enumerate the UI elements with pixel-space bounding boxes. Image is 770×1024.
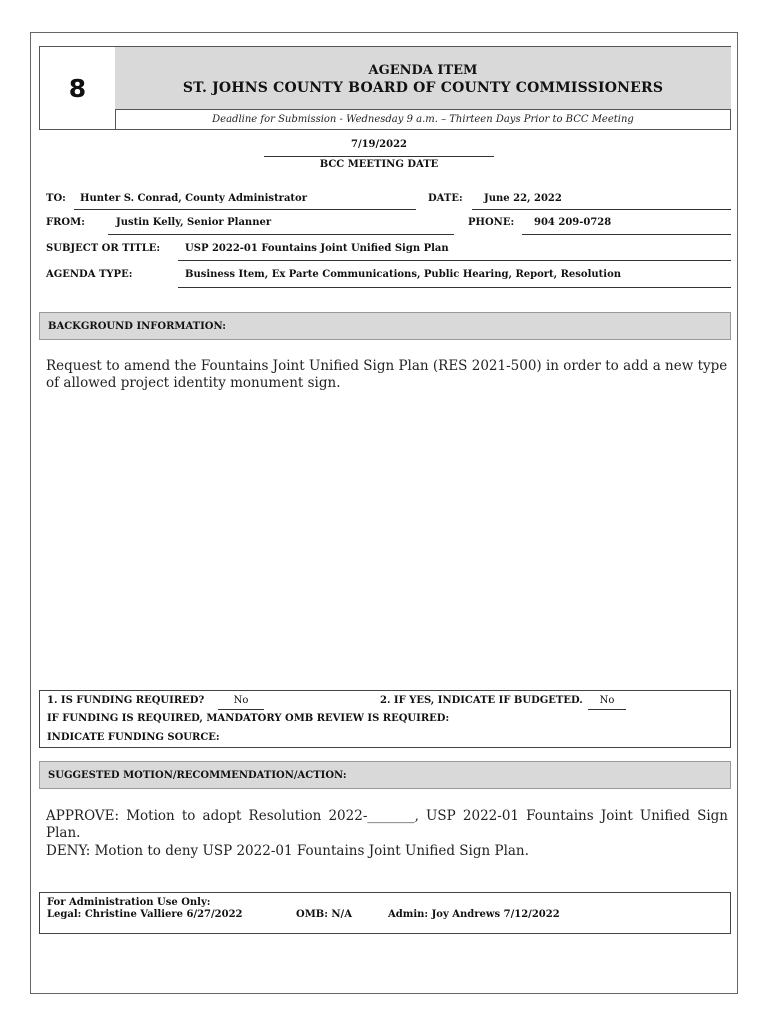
- phone-field: 904 209-0728: [522, 216, 731, 235]
- bcc-meeting-date-label: BCC MEETING DATE: [319, 159, 439, 170]
- agenda-type-field: Business Item, Ex Parte Communications, Public Hearing, Report, Resolution: [178, 268, 731, 288]
- phone-label: PHONE:: [468, 217, 515, 228]
- budgeted-value: No: [588, 694, 626, 710]
- background-text: Request to amend the Fountains Joint Unified Sign Plan (RES 2021-500) in order to add a new type of allowed project identity monument sign.: [46, 358, 728, 391]
- subject-label: SUBJECT OR TITLE:: [46, 243, 161, 254]
- to-label: TO:: [46, 193, 66, 204]
- agenda-item-number: 8: [40, 47, 116, 130]
- omb-review-note: IF FUNDING IS REQUIRED, MANDATORY OMB REVIEW IS REQUIRED:: [47, 713, 450, 724]
- funding-required-value: No: [218, 694, 264, 710]
- motion-heading: SUGGESTED MOTION/RECOMMENDATION/ACTION:: [39, 761, 731, 789]
- date-field: June 22, 2022: [472, 192, 731, 210]
- from-label: FROM:: [46, 217, 85, 228]
- to-field: Hunter S. Conrad, County Administrator: [74, 192, 416, 210]
- budgeted-label: 2. IF YES, INDICATE IF BUDGETED.: [380, 695, 583, 706]
- meeting-date-divider: [264, 156, 494, 157]
- agenda-type-label: AGENDA TYPE:: [46, 269, 133, 280]
- agenda-header: [39, 46, 731, 130]
- submission-deadline: Deadline for Submission - Wednesday 9 a.m. – Thirteen Days Prior to BCC Meeting: [212, 114, 634, 125]
- admin-use-heading: For Administration Use Only:: [47, 897, 211, 908]
- motion-approve: APPROVE: Motion to adopt Resolution 2022-_______, USP 2022-01 Fountains Joint Unified Sign Plan.: [46, 808, 728, 841]
- omb-signoff: OMB: N/A: [296, 909, 352, 920]
- legal-signoff: Legal: Christine Valliere 6/27/2022: [47, 909, 243, 920]
- admin-signoff: Admin: Joy Andrews 7/12/2022: [388, 909, 560, 920]
- header-title-line2: ST. JOHNS COUNTY BOARD OF COUNTY COMMISSIONERS: [182, 80, 664, 96]
- subject-field: USP 2022-01 Fountains Joint Unified Sign Plan: [178, 242, 731, 261]
- background-heading: BACKGROUND INFORMATION:: [39, 312, 731, 340]
- from-field: Justin Kelly, Senior Planner: [108, 216, 454, 235]
- funding-source-label: INDICATE FUNDING SOURCE:: [47, 732, 220, 743]
- date-label: DATE:: [428, 193, 463, 204]
- funding-box: [39, 690, 731, 748]
- header-title-line1: AGENDA ITEM: [368, 63, 478, 78]
- funding-required-label: 1. IS FUNDING REQUIRED?: [47, 695, 205, 706]
- motion-deny: DENY: Motion to deny USP 2022-01 Fountains Joint Unified Sign Plan.: [46, 843, 529, 859]
- header-title-block: [115, 47, 731, 110]
- bcc-meeting-date-value: 7/19/2022: [350, 139, 407, 150]
- administration-box: [39, 892, 731, 934]
